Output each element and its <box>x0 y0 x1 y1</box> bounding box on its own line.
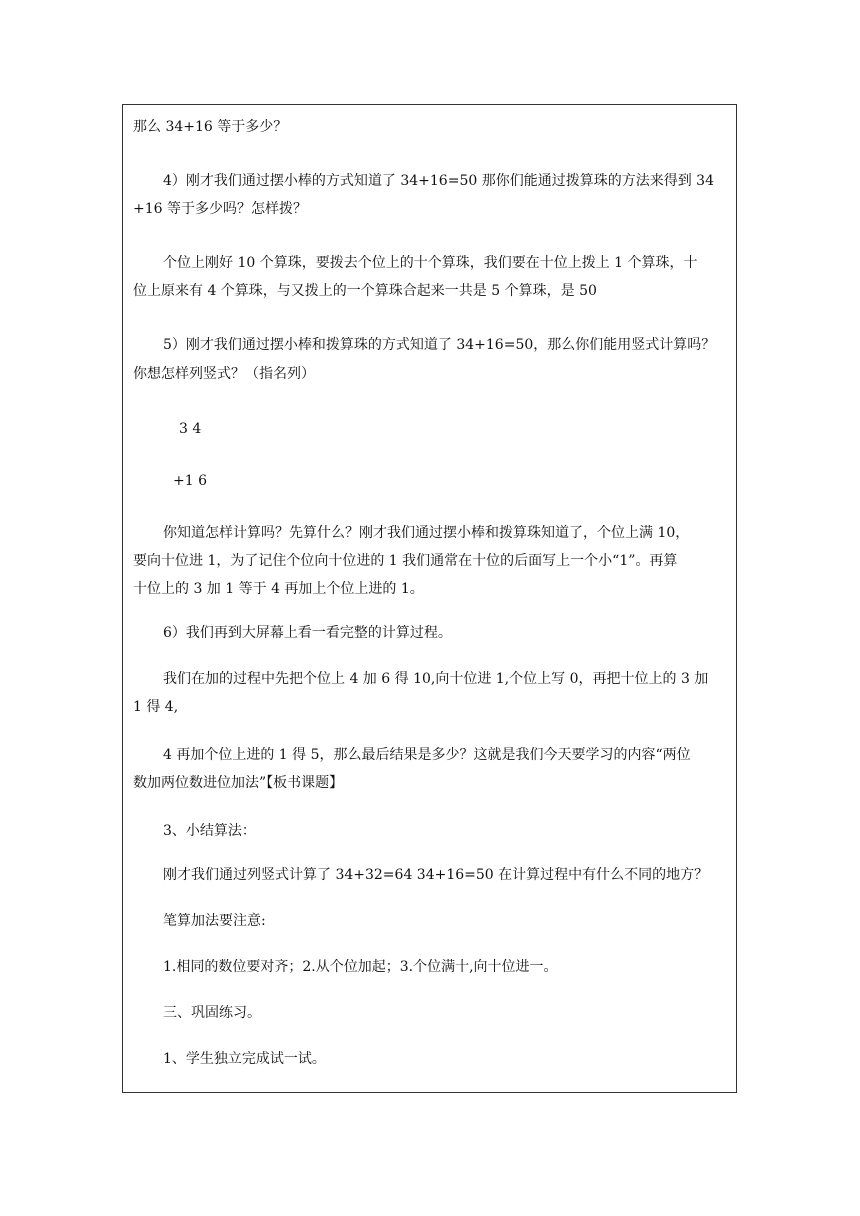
section-heading: 三、巩固练习。 <box>163 1005 261 1021</box>
text-line: 那么 34+16 等于多少？ <box>133 119 288 135</box>
text-line: 个位上刚好 10 个算珠，要拨去个位上的十个算珠，我们要在十位上拨上 1 个算珠，十 <box>163 255 698 271</box>
text-line: 要向十位进 1，为了记住个位向十位进的 1 我们通常在十位的后面写上一个小“1”。再算 <box>133 553 678 569</box>
text-line: 你知道怎样计算吗？先算什么？刚才我们通过摆小棒和拨算珠知道了，个位上满 10， <box>163 525 690 541</box>
text-line: 我们在加的过程中先把个位上 4 加 6 得 10,向十位进 1,个位上写 0，再把十位上的 3 加 <box>163 671 709 687</box>
text-line: 笔算加法要注意: <box>163 913 266 929</box>
text-line: 1 得 4, <box>133 699 179 715</box>
text-line: +16 等于多少吗？怎样拨？ <box>133 201 307 217</box>
text-line: 6）我们再到大屏幕上看一看完整的计算过程。 <box>163 625 452 641</box>
text-line: 4）刚才我们通过摆小棒的方式知道了 34+16=50 那你们能通过拨算珠的方法来得到 34 <box>163 173 714 189</box>
text-line: 你想怎样列竖式？（指名列） <box>133 366 315 382</box>
vertical-calc-line: 3 4 <box>179 421 202 437</box>
text-line: 5）刚才我们通过摆小棒和拨算珠的方式知道了 34+16=50，那么你们能用竖式计算吗？ <box>163 337 716 353</box>
text-line: 位上原来有 4 个算珠，与又拨上的一个算珠合起来一共是 5 个算珠，是 50 <box>133 283 597 299</box>
text-line: 4 再加个位上进的 1 得 5，那么最后结果是多少？这就是我们今天要学习的内容“两位 <box>163 747 691 763</box>
text-line: 数加两位数进位加法”【板书课题】 <box>133 775 344 791</box>
section-heading: 3、小结算法： <box>163 823 256 839</box>
content-table-cell <box>122 104 737 1093</box>
text-line: 十位上的 3 加 1 等于 4 再加上个位上进的 1。 <box>133 581 424 597</box>
text-line: 1.相同的数位要对齐；2.从个位加起；3.个位满十,向十位进一。 <box>163 959 558 975</box>
text-line: 刚才我们通过列竖式计算了 34+32=64 34+16=50 在计算过程中有什么不同的地方？ <box>163 867 709 883</box>
text-line: 1、学生独立完成试一试。 <box>163 1051 326 1067</box>
vertical-calc-line: +1 6 <box>173 473 207 489</box>
